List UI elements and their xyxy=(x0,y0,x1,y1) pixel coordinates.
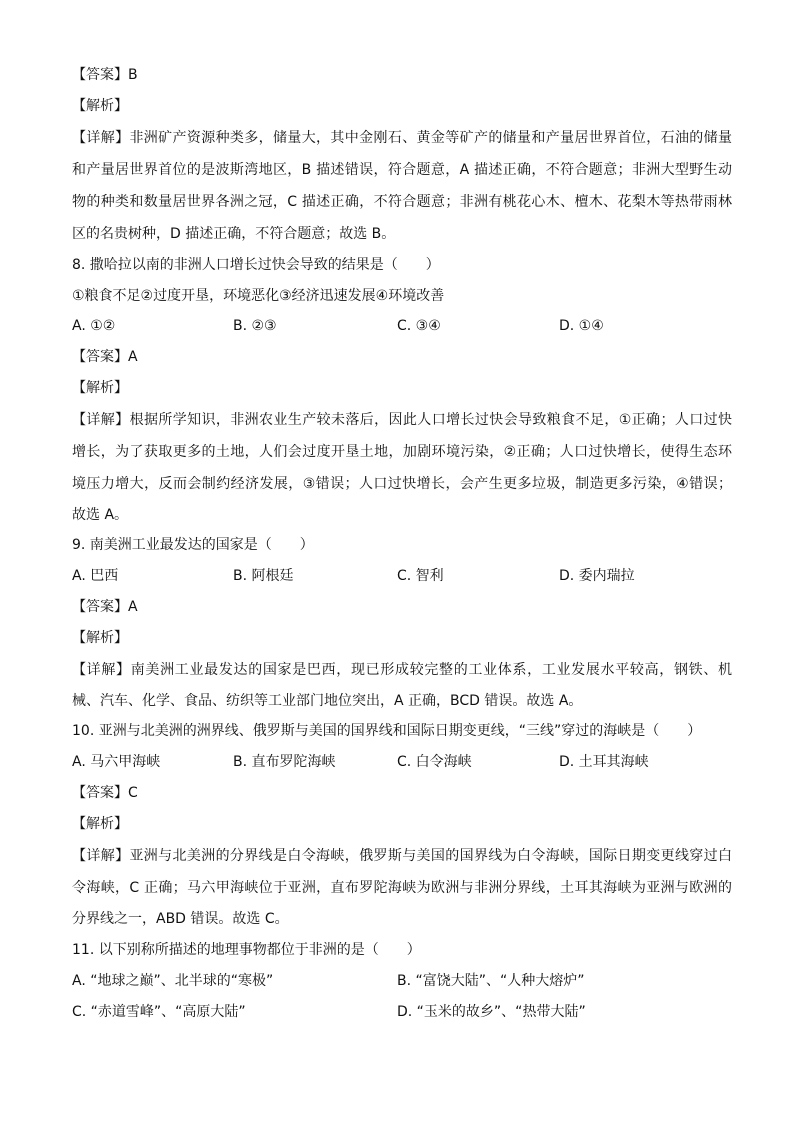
option-b: B. 直布罗陀海峡 xyxy=(233,754,336,770)
detail-line: 和产量居世界首位的是波斯湾地区，B 描述错误，符合题意，A 描述正确，不符合题意；非洲大型野生动 xyxy=(72,162,732,178)
detail-line: 【详解】南美洲工业最发达的国家是巴西，现已形成较完整的工业体系，工业发展水平较高，钢铁、机 xyxy=(72,662,732,678)
detail-line: 故选 A。 xyxy=(72,507,129,523)
detail-line: 境压力增大，反而会制约经济发展，③错误；人口过快增长，会产生更多垃圾，制造更多污染，④错误； xyxy=(72,476,732,492)
detail-line: 械、汽车、化学、食品、纺织等工业部门地位突出，A 正确，BCD 错误。故选 A。 xyxy=(72,693,583,709)
options-row xyxy=(72,971,732,991)
option-a: A. 马六甲海峡 xyxy=(72,754,161,770)
detail-tag: 【详解】 xyxy=(72,130,130,146)
option-c: C. “赤道雪峰”、“高原大陆” xyxy=(72,1004,246,1020)
detail-line: 增长，为了获取更多的土地，人们会过度开垦土地，加剧环境污染，②正确；人口过快增长，使得生态环 xyxy=(72,444,732,460)
question-stem: 9. 南美洲工业最发达的国家是（ ） xyxy=(72,537,314,553)
question-stem: 11. 以下别称所描述的地理事物都位于非洲的是（ ） xyxy=(72,942,421,958)
question-stem: 8. 撒哈拉以南的非洲人口增长过快会导致的结果是（ ） xyxy=(72,257,440,273)
question-substem: ①粮食不足②过度开垦，环境恶化③经济迅速发展④环境改善 xyxy=(72,288,445,304)
option-b: B. 阿根廷 xyxy=(233,568,294,584)
answer-line xyxy=(72,347,732,367)
options-row xyxy=(72,1002,732,1022)
analysis-label: 【解析】 xyxy=(72,380,128,396)
detail-tag: 【详解】 xyxy=(72,848,130,864)
option-b: B. “富饶大陆”、“人种大熔炉” xyxy=(397,973,585,989)
detail-line: 【详解】亚洲与北美洲的分界线是白令海峡，俄罗斯与美国的国界线为白令海峡，国际日期变更线穿过白 xyxy=(72,848,732,864)
option-d: D. 土耳其海峡 xyxy=(559,754,649,770)
question-stem: 10. 亚洲与北美洲的洲界线、俄罗斯与美国的国界线和国际日期变更线，“三线”穿过的海峡是（ ） xyxy=(72,723,702,739)
options-row xyxy=(72,566,732,586)
answer-tag: 【答案】 xyxy=(72,349,128,365)
answer-tag: 【答案】 xyxy=(72,785,128,801)
option-d: D. “玉米的故乡”、“热带大陆” xyxy=(397,1004,586,1020)
detail-line: 区的名贵树种，D 描述正确，不符合题意；故选 B。 xyxy=(72,226,396,242)
analysis-label: 【解析】 xyxy=(72,816,128,832)
answer-line xyxy=(72,65,732,85)
answer-tag: 【答案】 xyxy=(72,599,128,615)
answer-value: A xyxy=(128,599,138,615)
analysis-label: 【解析】 xyxy=(72,630,128,646)
detail-line: 令海峡，C 正确；马六甲海峡位于亚洲，直布罗陀海峡为欧洲与非洲分界线，土耳其海峡为亚洲与欧洲的 xyxy=(72,880,732,896)
options-row xyxy=(72,316,732,336)
detail-tag: 【详解】 xyxy=(72,412,130,428)
detail-line: 分界线之一，ABD 错误。故选 C。 xyxy=(72,911,289,927)
options-row xyxy=(72,752,732,772)
option-a: A. “地球之巅”、北半球的“寒极” xyxy=(72,973,274,989)
detail-line: 【详解】非洲矿产资源种类多，储量大，其中金刚石、黄金等矿产的储量和产量居世界首位，石油的储量 xyxy=(72,130,732,146)
answer-value: A xyxy=(128,349,138,365)
analysis-label: 【解析】 xyxy=(72,98,128,114)
answer-line xyxy=(72,783,732,803)
detail-line: 【详解】根据所学知识，非洲农业生产较未落后，因此人口增长过快会导致粮食不足，①正确；人口过快 xyxy=(72,412,732,428)
answer-value: C xyxy=(128,785,138,801)
option-d: D. 委内瑞拉 xyxy=(559,568,635,584)
answer-value: B xyxy=(128,67,138,83)
detail-line: 物的种类和数量居世界各洲之冠，C 描述正确，不符合题意；非洲有桃花心木、檀木、花梨木等热带雨林 xyxy=(72,194,732,210)
option-c: C. 白令海峡 xyxy=(397,754,472,770)
option-a: A. 巴西 xyxy=(72,568,119,584)
option-a: A. ①② xyxy=(72,318,116,334)
option-c: C. 智利 xyxy=(397,568,444,584)
option-d: D. ①④ xyxy=(559,318,604,334)
answer-line xyxy=(72,597,732,617)
answer-tag: 【答案】 xyxy=(72,67,128,83)
detail-tag: 【详解】 xyxy=(72,662,131,678)
option-b: B. ②③ xyxy=(233,318,277,334)
option-c: C. ③④ xyxy=(397,318,441,334)
